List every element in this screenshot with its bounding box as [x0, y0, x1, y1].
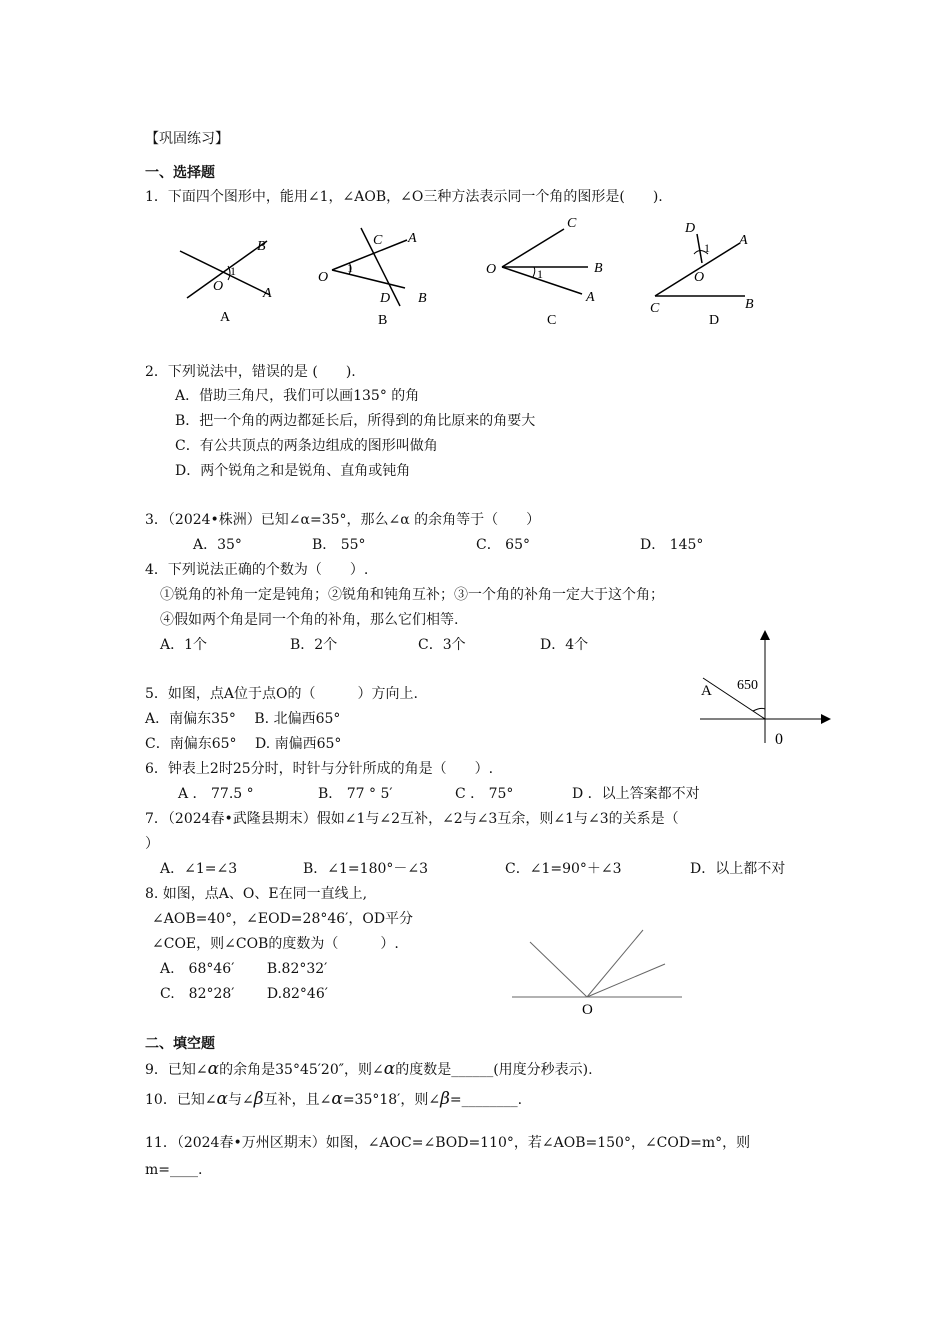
- q1-figure-d: [645, 216, 765, 328]
- q10-post: =: [449, 1092, 462, 1108]
- q4-statements-line-1: ①锐角的补角一定是钝角；②锐角和钝角互补；③一个角的补角一定大于这个角；: [160, 587, 664, 603]
- q10-tail: .: [517, 1092, 523, 1108]
- q1a-label-a: A: [263, 286, 272, 301]
- q1d-label-d: D: [685, 221, 696, 236]
- q1d-label-c: C: [650, 301, 660, 316]
- q7-option-a: A．∠1=∠3: [160, 861, 238, 877]
- question-8-line-1: 8. 如图，点A、O、E在同一直线上,: [145, 886, 368, 902]
- q1c-label-a: A: [586, 290, 595, 305]
- q4-option-b: B．2个: [290, 637, 338, 653]
- q10-beta-symbol: β: [253, 1089, 264, 1109]
- q10-mid1: 与∠: [228, 1092, 254, 1108]
- q10-beta-symbol-2: β: [440, 1089, 450, 1109]
- q4-option-c: C．3个: [418, 637, 466, 653]
- question-7-text: 7．（2024春•武隆县期末）假如∠1与∠2互补，∠2与∠3互余，则∠1与∠3的关系是（: [145, 811, 679, 827]
- q1-figure-b: [315, 222, 440, 328]
- q6-option-b: B． 77 ° 5′: [318, 786, 393, 802]
- q8-options-row-2: C. 82°28′ D.82°46′: [160, 986, 328, 1002]
- q9-alpha-symbol-2: α: [383, 1059, 396, 1079]
- question-7-text-cont: ）: [145, 836, 159, 852]
- q10-answer-blank[interactable]: ________: [461, 1092, 518, 1108]
- q1b-label-o: O: [318, 270, 329, 285]
- section-title-fill-in: 二、填空题: [145, 1036, 215, 1052]
- q1d-label-o: O: [694, 270, 705, 285]
- question-9: [145, 1059, 593, 1080]
- q1c-label-b: B: [594, 261, 603, 276]
- q1d-label-a: A: [739, 233, 748, 248]
- q8-options-row-1: A. 68°46′ B.82°32′: [160, 961, 328, 977]
- q1-figure-a: [170, 228, 285, 328]
- q10-pre: 10．已知∠: [145, 1092, 217, 1108]
- q9-answer-blank[interactable]: ______: [451, 1062, 494, 1078]
- q3-option-b: B． 55°: [312, 537, 366, 553]
- q7-option-b: B．∠1=180°－∠3: [303, 861, 429, 877]
- q3-option-c: C． 65°: [476, 537, 530, 553]
- question-1-text: 1．下面四个图形中，能用∠1，∠AOB，∠O三种方法表示同一个角的图形是( ).: [145, 189, 663, 205]
- q7-option-c: C．∠1=90°＋∠3: [505, 861, 622, 877]
- q1a-label-1: 1: [230, 264, 236, 278]
- north-arrowhead: [760, 630, 770, 640]
- question-11-line-1: 11．（2024春•万州区期末）如图，∠AOC=∠BOD=110°，若∠AOB=150°，∠COD=m°，则: [145, 1135, 751, 1151]
- question-6-text: 6．钟表上2时25分时，时针与分针所成的角是（ ）.: [145, 761, 494, 777]
- q9-tail: (用度分秒表示).: [493, 1062, 593, 1078]
- q3-option-d: D． 145°: [640, 537, 704, 553]
- east-arrowhead: [821, 714, 831, 724]
- q1b-label-c: C: [373, 233, 383, 248]
- q9-post: 的度数是: [395, 1062, 452, 1078]
- q5-angle-label: 650: [737, 678, 758, 693]
- q5-label-o: 0: [775, 731, 783, 748]
- question-10: [145, 1089, 522, 1110]
- q10-alpha-symbol: α: [216, 1089, 229, 1109]
- q1a-label-o: O: [213, 279, 224, 294]
- q5-label-a: A: [701, 683, 712, 699]
- question-2-text: 2．下列说法中，错误的是 ( ).: [145, 364, 356, 380]
- q3-option-a: A．35°: [193, 537, 242, 553]
- q4-option-a: A．1个: [160, 637, 208, 653]
- question-5-text: 5．如图，点A位于点O的（ ）方向上.: [145, 686, 418, 702]
- q1b-label-d: D: [380, 291, 391, 306]
- q5-options-row-1: A．南偏东35° B. 北偏西65°: [145, 711, 341, 727]
- question-3-text: 3．（2024•株洲）已知∠α=35°，那么∠α 的余角等于（ ）: [145, 512, 541, 528]
- q10-mid2: 互补，且∠: [263, 1092, 332, 1108]
- q2-option-a: A．借助三角尺，我们可以画135° 的角: [175, 388, 420, 404]
- q1c-label-o: O: [486, 262, 497, 277]
- q9-mid: 的余角是35°45′20″，则∠: [219, 1062, 384, 1078]
- q1b-label-1: 1: [347, 261, 353, 275]
- q6-option-a: A ． 77.5 °: [178, 786, 254, 802]
- q1b-label-b: B: [418, 291, 427, 306]
- q1d-label-1: 1: [704, 241, 710, 255]
- question-11-line-2: m=____.: [145, 1162, 203, 1178]
- q4-option-d: D．4个: [540, 637, 589, 653]
- section-title-multiple-choice: 一、选择题: [145, 165, 215, 181]
- q1a-caption: A: [220, 310, 231, 325]
- q8-angle-figure: [505, 922, 690, 1020]
- q1b-label-a: A: [408, 231, 417, 246]
- q9-alpha-symbol: α: [207, 1059, 220, 1079]
- q1-figure-c: [482, 212, 612, 328]
- q2-option-c: C．有公共顶点的两条边组成的图形叫做角: [175, 438, 438, 454]
- q10-mid3: =35°18′，则∠: [342, 1092, 441, 1108]
- q8-label-o: O: [582, 1002, 593, 1018]
- q1c-caption: C: [547, 313, 557, 328]
- q6-option-c: C ． 75°: [455, 786, 514, 802]
- q9-pre: 9．已知∠: [145, 1062, 208, 1078]
- question-8-line-3: ∠COE，则∠COB的度数为（ ）.: [152, 936, 399, 952]
- question-8-line-2: ∠AOB=40°，∠EOD=28°46′，OD平分: [152, 911, 414, 927]
- q1d-caption: D: [709, 313, 720, 328]
- q6-option-d: D ．以上答案都不对: [572, 786, 700, 802]
- q2-option-b: B．把一个角的两边都延长后，所得到的角比原来的角要大: [175, 413, 536, 429]
- q5-options-row-2: C．南偏东65° D. 南偏西65°: [145, 736, 342, 752]
- practice-header: 【巩固练习】: [145, 131, 229, 147]
- q1c-label-c: C: [567, 216, 577, 231]
- q5-direction-figure: [695, 625, 840, 755]
- q1c-label-1: 1: [537, 267, 543, 281]
- q10-alpha-symbol-2: α: [331, 1089, 343, 1109]
- question-4-text: 4．下列说法正确的个数为（ ）.: [145, 562, 369, 578]
- q2-option-d: D．两个锐角之和是锐角、直角或钝角: [175, 463, 411, 479]
- q1d-label-b: B: [745, 297, 754, 312]
- q1a-label-b: B: [257, 239, 266, 254]
- q4-statements-line-2: ④假如两个角是同一个角的补角，那么它们相等.: [160, 612, 459, 628]
- q1b-caption: B: [378, 313, 388, 328]
- q7-option-d: D．以上都不对: [690, 861, 786, 877]
